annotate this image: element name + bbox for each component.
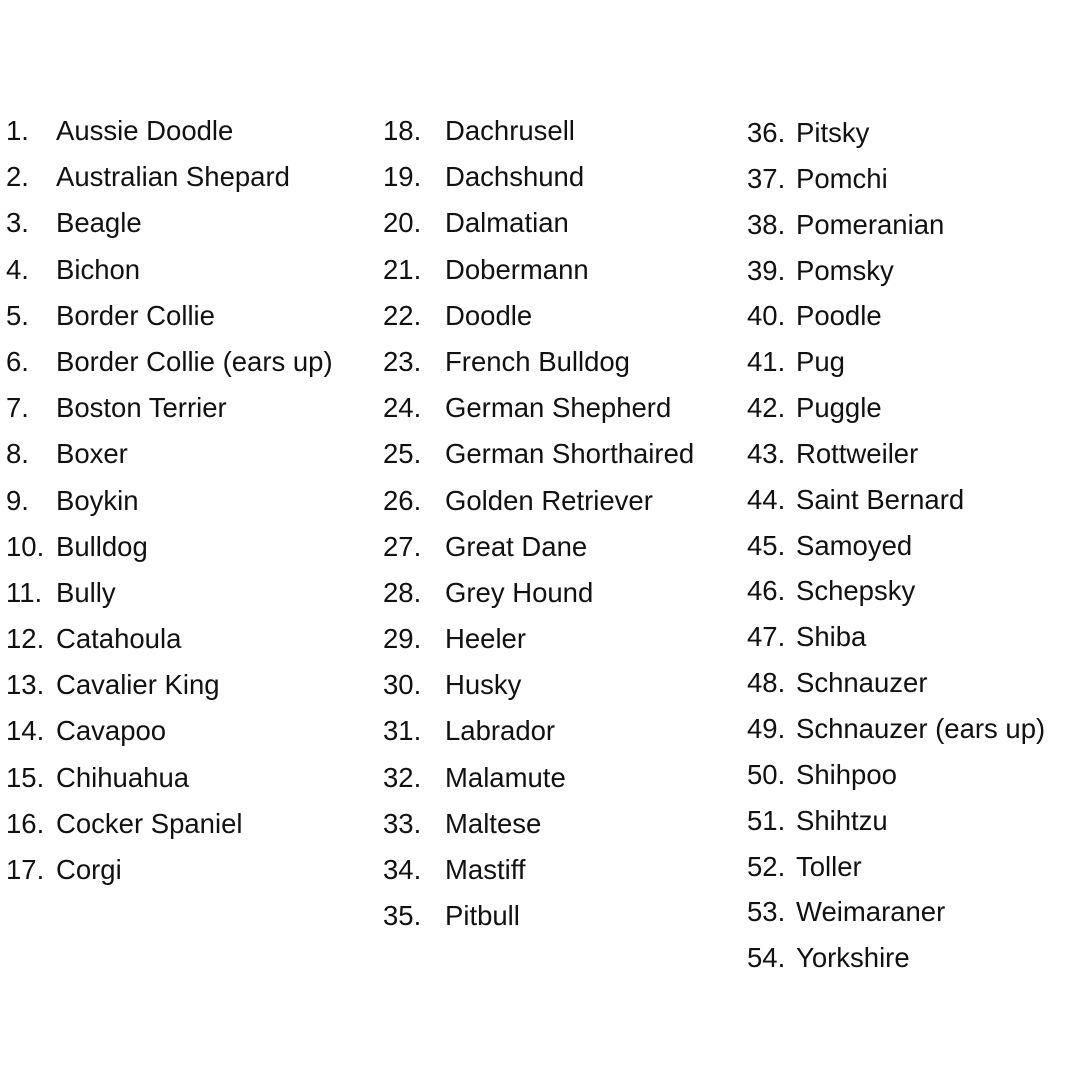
breed-name: Pomeranian	[796, 208, 945, 240]
breed-name: Bully	[56, 576, 116, 608]
breed-name: Heeler	[445, 623, 527, 655]
list-item-number: 18.	[383, 115, 422, 146]
list-item-number: 8.	[6, 438, 29, 470]
breed-name: Border Collie	[56, 299, 215, 331]
list-item-number: 31.	[383, 715, 422, 747]
list-item-number: 47.	[747, 621, 786, 653]
breed-name: Boston Terrier	[56, 392, 227, 424]
breed-name: Schnauzer	[796, 667, 928, 699]
breed-name: Schepsky	[796, 575, 916, 607]
breed-name: Pug	[796, 346, 845, 378]
breed-name: Labrador	[445, 715, 556, 747]
breed-name: Grey Hound	[445, 576, 594, 608]
list-item-number: 53.	[747, 896, 786, 928]
list-item-number: 15.	[6, 761, 45, 793]
list-item-number: 21.	[383, 253, 422, 285]
breed-name: Corgi	[56, 854, 122, 885]
breed-name: Dachrusell	[445, 115, 575, 146]
list-item-number: 12.	[6, 623, 45, 655]
list-item-number: 50.	[747, 758, 786, 790]
list-item-number: 17.	[6, 854, 45, 885]
breed-name: Shihtzu	[796, 804, 888, 836]
breed-name: Weimaraner	[796, 896, 946, 928]
list-item-number: 42.	[747, 392, 786, 424]
breed-name: Mastiff	[445, 854, 526, 885]
breed-name: Catahoula	[56, 623, 182, 655]
list-item-number: 3.	[6, 207, 29, 239]
breed-name: Maltese	[445, 807, 542, 839]
list-item-number: 36.	[747, 117, 786, 148]
list-item-number: 32.	[383, 761, 422, 793]
breed-name: Great Dane	[445, 530, 588, 562]
list-item-number: 4.	[6, 253, 29, 285]
list-item-number: 48.	[747, 667, 786, 699]
breed-name: Schnauzer (ears up)	[796, 712, 1046, 744]
breed-name: Pomchi	[796, 162, 888, 194]
breed-name: Cavalier King	[56, 669, 220, 701]
list-item-number: 9.	[6, 484, 29, 516]
list-item-number: 33.	[383, 807, 422, 839]
breed-name: Border Collie (ears up)	[56, 345, 333, 377]
list-item-number: 19.	[383, 161, 422, 193]
breed-name: Australian Shepard	[56, 161, 290, 193]
breed-name: Samoyed	[796, 529, 913, 561]
breed-name: Poodle	[796, 300, 882, 332]
breed-name: Golden Retriever	[445, 484, 653, 516]
breed-name: Malamute	[445, 761, 566, 793]
breed-name: Dachshund	[445, 161, 585, 193]
list-item-number: 24.	[383, 392, 422, 424]
breed-name: Dalmatian	[445, 207, 569, 239]
list-item-number: 51.	[747, 804, 786, 836]
list-item-number: 45.	[747, 529, 786, 561]
list-item-number: 23.	[383, 345, 422, 377]
list-item-number: 1.	[6, 115, 29, 146]
breed-name: Aussie Doodle	[56, 115, 234, 146]
breed-name: Shihpoo	[796, 758, 897, 790]
list-item-number: 29.	[383, 623, 422, 655]
list-item-number: 44.	[747, 483, 786, 515]
list-item-number: 13.	[6, 669, 45, 701]
list-item-number: 16.	[6, 807, 45, 839]
breed-name: Dobermann	[445, 253, 589, 285]
breed-name: Beagle	[56, 207, 142, 239]
breed-name: Doodle	[445, 299, 533, 331]
breed-name: Chihuahua	[56, 761, 190, 793]
breed-name: Husky	[445, 669, 522, 701]
breed-name: Yorkshire	[796, 942, 910, 974]
list-item-number: 5.	[6, 299, 29, 331]
breed-name: German Shorthaired	[445, 438, 695, 470]
list-item-number: 52.	[747, 850, 786, 882]
list-item-number: 49.	[747, 712, 786, 744]
breed-name: Pomsky	[796, 254, 894, 286]
list-item-number: 46.	[747, 575, 786, 607]
list-item-number: 38.	[747, 208, 786, 240]
breed-name: Bichon	[56, 253, 141, 285]
list-item-number: 41.	[747, 346, 786, 378]
list-item-number: 20.	[383, 207, 422, 239]
breed-name: Boxer	[56, 438, 128, 470]
list-item-number: 28.	[383, 576, 422, 608]
list-item-number: 35.	[383, 900, 422, 932]
list-item-number: 43.	[747, 437, 786, 469]
list-item-number: 40.	[747, 300, 786, 332]
breed-name: Cocker Spaniel	[56, 807, 243, 839]
breed-name: Saint Bernard	[796, 483, 965, 515]
list-item-number: 25.	[383, 438, 422, 470]
breed-name: Pitsky	[796, 117, 870, 148]
list-item-number: 37.	[747, 162, 786, 194]
list-item-number: 39.	[747, 254, 786, 286]
list-item-number: 10.	[6, 530, 45, 562]
list-item-number: 14.	[6, 715, 45, 747]
breed-name: Bulldog	[56, 530, 148, 562]
list-item-number: 34.	[383, 854, 422, 885]
list-item-number: 54.	[747, 942, 786, 974]
breed-name: Cavapoo	[56, 715, 167, 747]
list-item-number: 6.	[6, 345, 29, 377]
breed-name: Pitbull	[445, 900, 520, 932]
list-item-number: 26.	[383, 484, 422, 516]
list-item-number: 2.	[6, 161, 29, 193]
list-item-number: 30.	[383, 669, 422, 701]
breed-name: French Bulldog	[445, 345, 630, 377]
breed-name: Shiba	[796, 621, 867, 653]
breed-name: German Shepherd	[445, 392, 672, 424]
list-item-number: 22.	[383, 299, 422, 331]
list-item-number: 7.	[6, 392, 29, 424]
breed-name: Boykin	[56, 484, 139, 516]
breed-name: Puggle	[796, 392, 882, 424]
list-item-number: 27.	[383, 530, 422, 562]
breed-name: Rottweiler	[796, 437, 919, 469]
list-item-number: 11.	[6, 576, 43, 608]
breed-name: Toller	[796, 850, 862, 882]
